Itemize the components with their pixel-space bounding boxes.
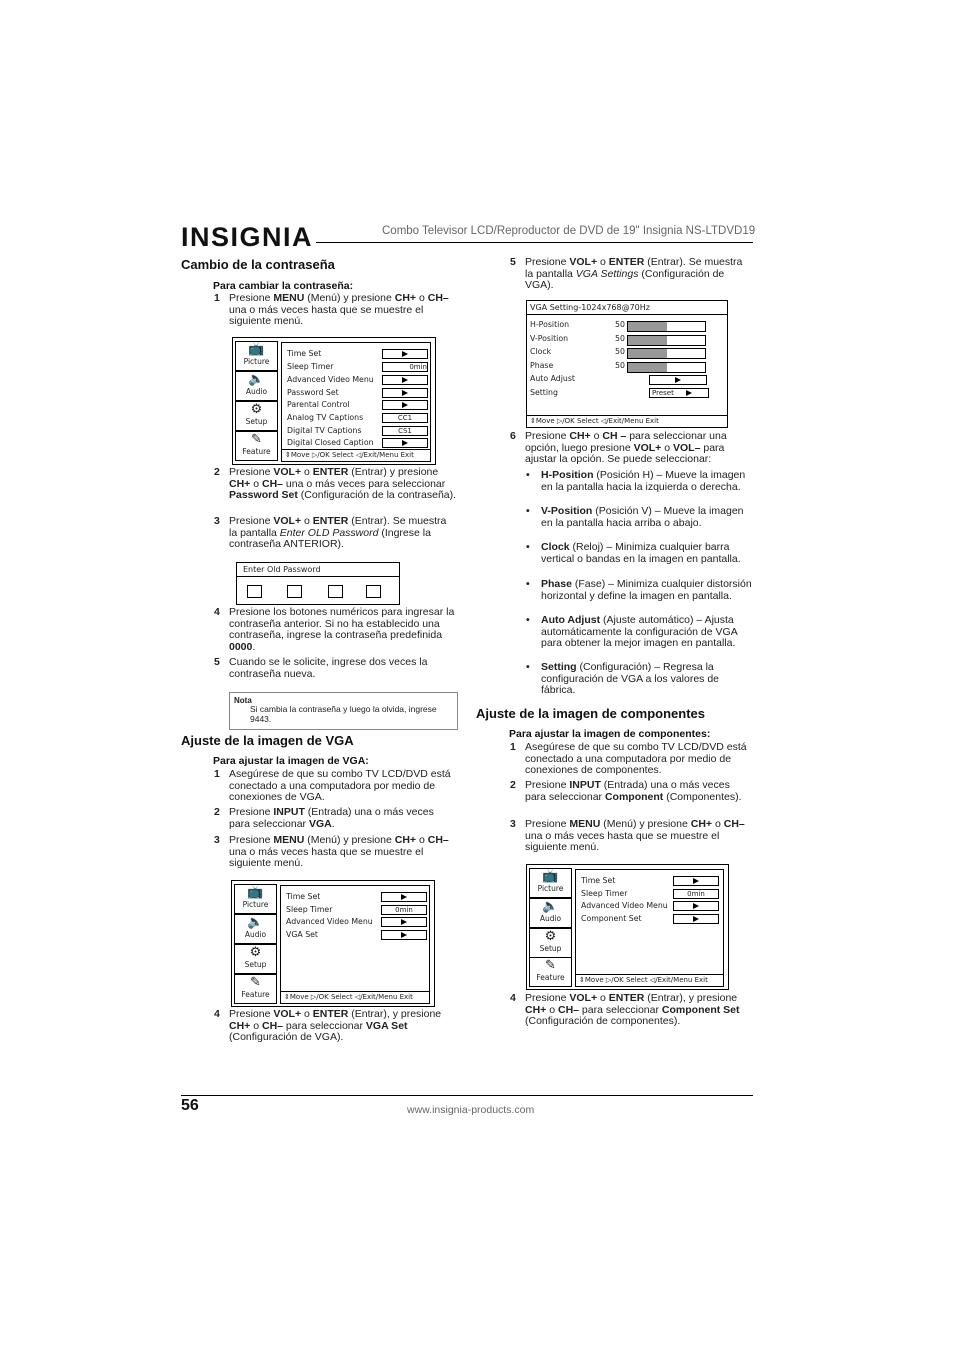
bullet-auto-adjust: • Auto Adjust (Ajuste automático) – Ajusta automáticamente la configuración de VGA para obtener la mejor imagen en pantalla.: [526, 614, 738, 649]
phase-value: 50: [615, 361, 625, 370]
updown-icon: ⇕: [284, 993, 290, 1001]
component-step-4: 4 Presione VOL+ o ENTER (Entrar), y presione CH+ o CH– para seleccionar Component Set (Configuración de componentes).: [510, 992, 740, 1027]
tab-feature: ✎ Feature: [235, 431, 278, 461]
menu-item-digital-captions: Digital TV Captions: [287, 426, 362, 435]
left-arrow-icon: ◁: [600, 417, 607, 425]
feature-icon: ✎: [250, 975, 261, 990]
menu-item-sleep-timer: Sleep Timer: [581, 889, 628, 898]
menu-footer: ⇕Move ▷/OK Select ◁/Exit/Menu Exit: [281, 991, 429, 1003]
v-position-bar: [627, 335, 706, 346]
heading-password: Cambio de la contraseña: [181, 257, 335, 272]
menu-item-digital-cc: Digital Closed Caption: [287, 438, 374, 447]
tab-audio: 🔈 Audio: [235, 371, 278, 401]
menu-panel: [281, 342, 431, 462]
feature-icon: ✎: [251, 432, 262, 447]
tab-picture: 📺 Picture: [529, 868, 572, 898]
h-position-label: H-Position: [530, 320, 570, 329]
clock-bar: [627, 348, 706, 359]
v-position-label: V-Position: [530, 334, 569, 343]
setup-icon: ⚙: [544, 929, 557, 944]
password-digit-box: [366, 585, 381, 598]
enter-old-password-screen: [236, 562, 400, 605]
password-step-5: 5 Cuando se le solicite, ingrese dos veces la contraseña nueva.: [214, 656, 428, 680]
feature-menu-component: [526, 864, 729, 990]
document-title: Combo Televisor LCD/Reproductor de DVD de 19" Insignia NS-LTDVD19: [382, 225, 756, 237]
component-step-1: 1 Asegúrese de que su combo TV LCD/DVD está conectado a una computadora por medio de conexiones de componentes.: [510, 741, 747, 776]
bullet-h-position: • H-Position (Posición H) – Mueve la imagen en la pantalla hacia la izquierda o derecha.: [526, 469, 746, 493]
updown-icon: ⇕: [579, 976, 585, 984]
sleep-timer-value: 0min: [382, 362, 428, 372]
menu-item-sleep-timer: Sleep Timer: [286, 905, 333, 914]
footer-url: www.insignia-products.com: [407, 1104, 535, 1116]
tab-feature: ✎ Feature: [529, 957, 572, 987]
header-rule: [316, 242, 753, 243]
bullet-clock: • Clock (Reloj) – Minimiza cualquier barra vertical o bandas en la imagen en pantalla.: [526, 541, 741, 565]
bullet-v-position: • V-Position (Posición V) – Mueve la imagen en la pantalla hacia arriba o abajo.: [526, 505, 744, 529]
component-step-2: 2 Presione INPUT (Entrada) una o más veces para seleccionar Component (Componentes).: [510, 779, 742, 803]
tv-icon: 📺: [247, 885, 264, 900]
left-arrow-icon: ◁: [354, 993, 361, 1001]
vga-settings-screen: [526, 300, 728, 428]
right-arrow-icon: ▷: [311, 451, 318, 459]
subheading-component: Para ajustar la imagen de componentes:: [509, 728, 711, 740]
note-text: Si cambia la contraseña y luego la olvida, ingrese 9443.: [250, 704, 437, 724]
menu-item-time-set: Time Set: [287, 349, 322, 358]
menu-panel: [280, 885, 430, 1004]
right-arrow-icon: ▷: [605, 976, 612, 984]
h-position-value: 50: [615, 320, 625, 329]
vga-settings-title: VGA Setting-1024x768@70Hz: [527, 301, 727, 315]
left-arrow-icon: ◁: [649, 976, 656, 984]
bullet-phase: • Phase (Fase) – Minimiza cualquier distorsión horizontal y define la imagen en pantalla.: [526, 578, 752, 602]
analog-caption-value: CC1: [382, 413, 428, 423]
vga-step-1: 1 Asegúrese de que su combo TV LCD/DVD está conectado a una computadora por medio de conexiones de VGA.: [214, 768, 451, 803]
setup-icon: ⚙: [250, 402, 263, 417]
password-digit-box: [287, 585, 302, 598]
menu-item-time-set: Time Set: [581, 876, 616, 885]
vga-step-3: 3 Presione MENU (Menú) y presione CH+ o CH– una o más veces hasta que se muestre el siguiente menú.: [214, 834, 449, 869]
feature-icon: ✎: [545, 958, 556, 973]
password-step-4: 4 Presione los botones numéricos para ingresar la contraseña anterior. Si no ha establecido una contraseña, ingrese la contraseña predefinida 0000.: [214, 606, 455, 653]
clock-label: Clock: [530, 347, 552, 356]
speaker-icon: 🔈: [542, 899, 559, 914]
h-position-bar: [627, 321, 706, 332]
insignia-logo: INSIGNIA: [181, 222, 314, 252]
tab-audio: 🔈 Audio: [234, 914, 277, 944]
password-digit-box: [247, 585, 262, 598]
clock-value: 50: [615, 347, 625, 356]
v-position-value: 50: [615, 334, 625, 343]
speaker-icon: 🔈: [248, 372, 265, 387]
tab-feature: ✎ Feature: [234, 974, 277, 1004]
menu-item-vga-set: VGA Set: [286, 930, 318, 939]
tab-setup: ⚙ Setup: [234, 944, 277, 974]
right-arrow-icon: ▷: [310, 993, 317, 1001]
left-arrow-icon: ◁: [355, 451, 362, 459]
updown-icon: ⇕: [285, 451, 291, 459]
updown-icon: ⇕: [530, 417, 536, 425]
menu-item-advanced-video: Advanced Video Menu: [287, 375, 374, 384]
setting-label: Setting: [530, 388, 558, 397]
preset-box: Preset: [649, 388, 709, 398]
menu-item-analog-captions: Analog TV Captions: [287, 413, 364, 422]
sleep-timer-value: 0min: [381, 905, 427, 915]
feature-menu-password: [232, 337, 436, 465]
phase-label: Phase: [530, 361, 554, 370]
speaker-icon: 🔈: [247, 915, 264, 930]
sleep-timer-value: 0min: [673, 889, 719, 899]
menu-footer: ⇕Move ▷/OK Select ◁/Exit/Menu Exit: [576, 974, 723, 986]
password-step-1: 1 Presione MENU (Menú) y presione CH+ o CH– una o más veces hasta que se muestre el siguiente menú.: [214, 292, 449, 327]
vga-step-6: 6 Presione CH+ o CH – para seleccionar una opción, luego presione VOL+ o VOL– para ajustar la opción. Se puede seleccionar:: [510, 430, 727, 465]
menu-item-component-set: Component Set: [581, 914, 642, 923]
vga-settings-footer: ⇕Move ▷/OK Select ◁/Exit/Menu Exit: [527, 415, 727, 427]
tab-picture: 📺 Picture: [235, 341, 278, 371]
menu-item-sleep-timer: Sleep Timer: [287, 362, 334, 371]
vga-step-2: 2 Presione INPUT (Entrada) una o más veces para seleccionar VGA.: [214, 806, 434, 830]
menu-footer: ⇕Move ▷/OK Select ◁/Exit/Menu Exit: [282, 449, 430, 461]
note-title: Nota: [234, 696, 252, 705]
menu-item-password-set: Password Set: [287, 388, 339, 397]
note-box: [229, 692, 458, 730]
component-step-3: 3 Presione MENU (Menú) y presione CH+ o CH– una o más veces hasta que se muestre el siguiente menú.: [510, 818, 745, 853]
password-step-2: 2 Presione VOL+ o ENTER (Entrar) y presione CH+ o CH– una o más veces para seleccionar Password Set (Configuración de la contraseña).: [214, 466, 457, 501]
tab-setup: ⚙ Setup: [235, 401, 278, 431]
tab-setup: ⚙ Setup: [529, 928, 572, 958]
page-number: 56: [181, 1097, 199, 1114]
password-step-3: 3 Presione VOL+ o ENTER (Entrar). Se muestra la pantalla Enter OLD Password (Ingrese la contraseña ANTERIOR).: [214, 515, 447, 550]
menu-item-time-set: Time Set: [286, 892, 321, 901]
right-arrow-icon: ▷: [556, 417, 563, 425]
tv-icon: 📺: [542, 869, 559, 884]
tv-icon: 📺: [248, 342, 265, 357]
menu-item-advanced-video: Advanced Video Menu: [581, 901, 668, 910]
footer-rule: [181, 1095, 753, 1096]
feature-menu-vga: [231, 880, 435, 1007]
subheading-password: Para cambiar la contraseña:: [213, 280, 354, 292]
heading-component: Ajuste de la imagen de componentes: [476, 706, 705, 721]
enter-old-password-label: Enter Old Password: [237, 563, 399, 577]
menu-item-parental-control: Parental Control: [287, 400, 350, 409]
digital-caption-value: CS1: [382, 426, 428, 436]
vga-step-4: 4 Presione VOL+ o ENTER (Entrar), y presione CH+ o CH– para seleccionar VGA Set (Configuración de VGA).: [214, 1008, 442, 1043]
menu-panel: [575, 869, 724, 987]
password-digit-box: [328, 585, 343, 598]
menu-item-advanced-video: Advanced Video Menu: [286, 917, 373, 926]
heading-vga: Ajuste de la imagen de VGA: [181, 733, 354, 748]
tab-audio: 🔈 Audio: [529, 898, 572, 928]
auto-adjust-label: Auto Adjust: [530, 374, 575, 383]
subheading-vga: Para ajustar la imagen de VGA:: [213, 755, 369, 767]
phase-bar: [627, 362, 706, 373]
vga-step-5: 5 Presione VOL+ o ENTER (Entrar). Se muestra la pantalla VGA Settings (Configuración de VGA).: [510, 256, 743, 291]
bullet-setting: • Setting (Configuración) – Regresa la configuración de VGA a los valores de fábrica.: [526, 661, 720, 696]
setup-icon: ⚙: [249, 945, 262, 960]
tab-picture: 📺 Picture: [234, 884, 277, 914]
